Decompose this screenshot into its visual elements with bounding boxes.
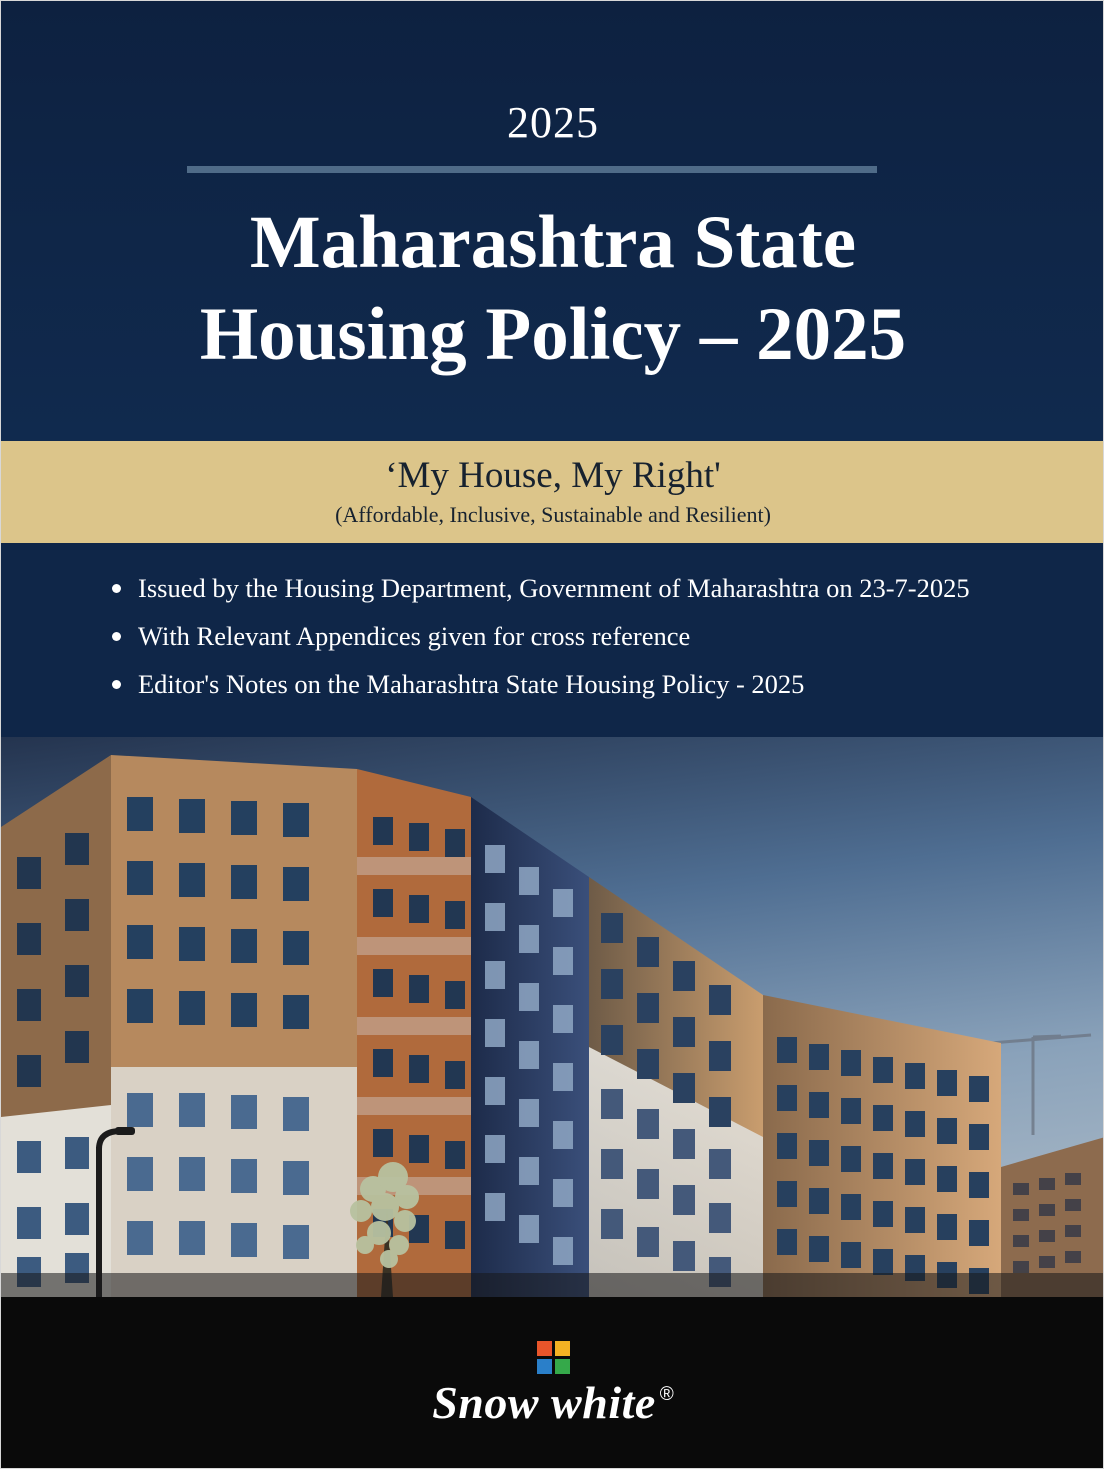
cover-year: 2025 (507, 98, 599, 147)
list-item: Issued by the Housing Department, Government of Maharashtra on 23-7-2025 (106, 571, 1015, 606)
title-divider-rule (187, 166, 877, 173)
page-title (41, 197, 1065, 380)
publisher-footer (1, 1297, 1104, 1469)
tagline-subtext: (Affordable, Inclusive, Sustainable and Resilient) (335, 502, 771, 528)
registered-mark: ® (659, 1383, 674, 1405)
list-item: Editor's Notes on the Maharashtra State Housing Policy - 2025 (106, 667, 1015, 702)
list-item: With Relevant Appendices given for cross reference (106, 619, 1015, 654)
cover-header-block (1, 1, 1104, 441)
publisher-brand (432, 1376, 674, 1428)
tagline-band (1, 441, 1104, 543)
snow-white-logo-icon (537, 1341, 570, 1374)
publisher-name: Snow white (432, 1376, 656, 1428)
tagline-text: ‘My House, My Right' (385, 454, 721, 496)
cover-photo (1, 737, 1104, 1297)
page-title-line-2: Housing Policy – 2025 (199, 292, 907, 376)
page-title-line-1: Maharashtra State (249, 201, 857, 284)
feature-list (1, 543, 1104, 743)
